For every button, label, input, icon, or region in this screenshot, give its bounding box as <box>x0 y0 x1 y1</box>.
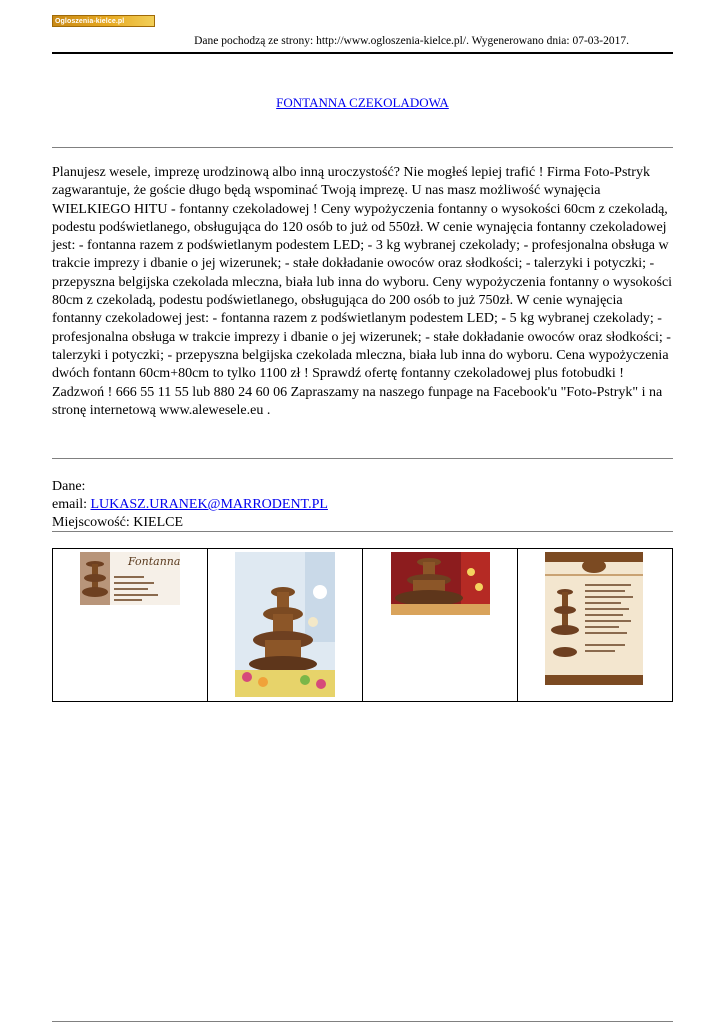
source-note: Dane pochodzą ze strony: http://www.ogloszenia-kielce.pl/. Wygenerowano dnia: 07-03-2017. <box>194 35 629 47</box>
gallery-cell-4 <box>518 549 672 701</box>
offer-flyer-image[interactable] <box>545 552 643 685</box>
contact-divider <box>52 531 673 532</box>
chocolate-fountain-closeup-photo[interactable] <box>391 552 490 615</box>
flyer-fontanna-image[interactable] <box>80 552 180 605</box>
site-logo[interactable] <box>52 15 155 27</box>
city-label: Miejscowość: <box>52 515 134 530</box>
image-gallery <box>52 548 673 702</box>
listing-title[interactable]: FONTANNA CZEKOLADOWA <box>276 95 449 110</box>
email-label: email: <box>52 497 91 512</box>
email-link[interactable]: LUKASZ.URANEK@MARRODENT.PL <box>90 497 328 512</box>
contact-city-row <box>52 514 328 532</box>
footer-divider <box>52 1021 673 1022</box>
site-logo-text: Ogloszenia-kielce.pl <box>55 17 125 25</box>
contact-block <box>52 478 328 532</box>
gallery-cell-3 <box>363 549 518 701</box>
description-divider <box>52 458 673 459</box>
contact-heading: Dane: <box>52 479 86 494</box>
contact-email-row <box>52 496 328 514</box>
flyer-caption: Fontanna <box>128 555 180 568</box>
chocolate-fountain-photo[interactable] <box>235 552 335 697</box>
title-divider <box>52 147 673 148</box>
header-divider <box>52 52 673 54</box>
gallery-cell-1 <box>53 549 208 701</box>
listing-description: Planujesz wesele, imprezę urodzinową albo inną uroczystość? Nie mogłeś lepiej trafić ! Firma Foto-Pstryk zagwarantuje, że goście długo będą wspominać Twoją imprezę. U nas masz możliwość wynajęcia WIELKIEGO HITU - fontanny czekoladowej ! Ceny wypożyczenia fontanny o wysokości 60cm z czekoladą, podestu podświetlanego, obsługująca do 120 osób to już od 550zł. W cenie wynajęcia fontanny czekoladowej jest: - fontanna razem z podświetlanym podestem LED; - 3 kg wybranej czekolady; - profesjonalna obsługa w trakcie imprezy i dbanie o jej wizerunek; - stałe dokładanie owoców oraz słodkości; - talerzyki i potyczki; - przepyszna belgijska czekolada mleczna, biała lub inna do wyboru. Ceny wypożyczenia fontanny o wysokości 80cm z czekoladą, podestu podświetlanego, obsługująca do 200 osób to już 750zł. W cenie wynajęcia fontanny czekoladowej jest: - fontanna razem z podświetlanym podestem LED; - 5 kg wybranej czekolady; - profesjonalna obsługa w trakcie imprezy i dbanie o jej wizerunek; - stałe dokładanie owoców oraz słodkości; - talerzyki i potyczki; - przepyszna belgijska czekolada mleczna, biała lub inna do wyboru. Cena wypożyczenia dwóch fontann 60cm+80cm to tylko 1100 zł ! Sprawdź ofertę fontanny czekoladowej plus fotobudki ! Zadzwoń ! 666 55 11 55 lub 880 24 60 06 Zapraszamy na naszego funpage na Facebook'u "Foto-Pstryk" i na stronę internetową www.alewesele.eu . <box>52 165 673 418</box>
gallery-cell-2 <box>208 549 363 701</box>
city-value: KIELCE <box>133 515 184 530</box>
